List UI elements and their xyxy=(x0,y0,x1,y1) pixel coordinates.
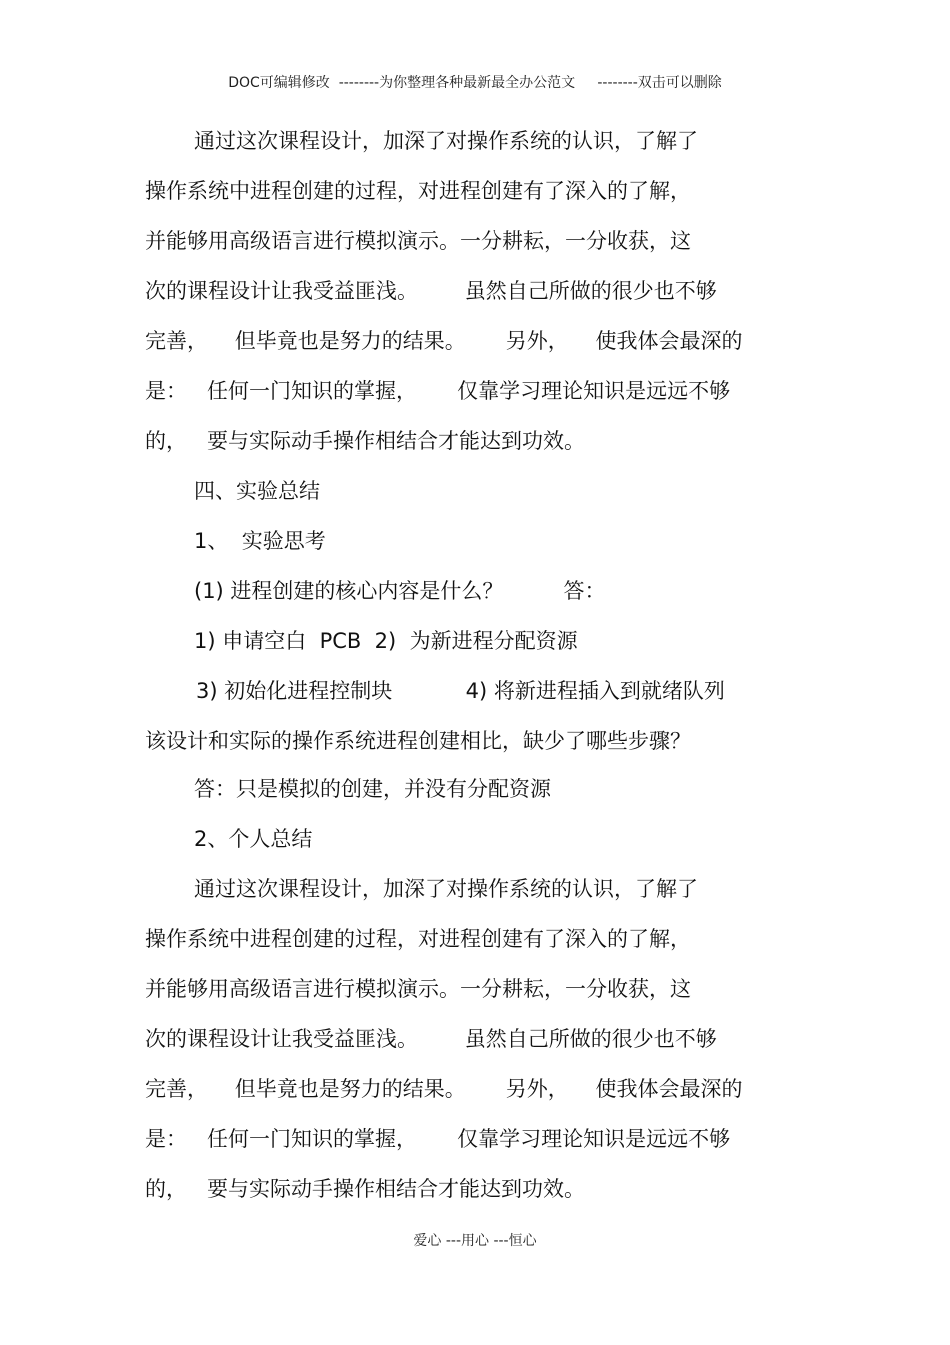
subsection-heading: 1、 实验思考 xyxy=(194,529,326,553)
section-heading: 四、实验总结 xyxy=(194,479,320,503)
paragraph-line: 是： 任何一门知识的掌握， 仅靠学习理论知识是远远不够 xyxy=(145,379,731,403)
paragraph-line: 的， 要与实际动手操作相结合才能达到功效。 xyxy=(145,1177,586,1201)
paragraph-line: 是： 任何一门知识的掌握， 仅靠学习理论知识是远远不够 xyxy=(145,1127,731,1151)
page-footer: 爱心 ---用心 ---恒心 xyxy=(413,1233,537,1249)
paragraph-line: 完善， 但毕竟也是努力的结果。 另外， 使我体会最深的 xyxy=(145,1077,743,1101)
subsection-heading: 2、个人总结 xyxy=(194,827,313,851)
paragraph-line: 操作系统中进程创建的过程，对进程创建有了深入的了解， xyxy=(145,927,691,951)
paragraph-line: 操作系统中进程创建的过程，对进程创建有了深入的了解， xyxy=(145,179,691,203)
paragraph-line: 次的课程设计让我受益匪浅。 虽然自己所做的很少也不够 xyxy=(145,279,717,303)
paragraph-line: 次的课程设计让我受益匪浅。 虽然自己所做的很少也不够 xyxy=(145,1027,717,1051)
paragraph-line: 的， 要与实际动手操作相结合才能达到功效。 xyxy=(145,429,586,453)
paragraph-line: 完善， 但毕竟也是努力的结果。 另外， 使我体会最深的 xyxy=(145,329,743,353)
page-header: DOC可编辑修改 --------为你整理各种最新最全办公范文 --------双击可以删除 xyxy=(228,75,722,91)
paragraph-line: 通过这次课程设计，加深了对操作系统的认识，了解了 xyxy=(194,129,698,153)
paragraph-line: 通过这次课程设计，加深了对操作系统的认识，了解了 xyxy=(194,877,698,901)
paragraph-line: 并能够用高级语言进行模拟演示。一分耕耘，一分收获，这 xyxy=(145,229,691,253)
question-line: 该设计和实际的操作系统进程创建相比，缺少了哪些步骤？ xyxy=(145,729,691,753)
answer-line: 3) 初始化进程控制块 4) 将新进程插入到就绪队列 xyxy=(196,679,725,703)
answer-line: 1) 申请空白 PCB 2) 为新进程分配资源 xyxy=(194,629,578,653)
question-line: (1) 进程创建的核心内容是什么？ 答： xyxy=(194,579,606,603)
paragraph-line: 并能够用高级语言进行模拟演示。一分耕耘，一分收获，这 xyxy=(145,977,691,1001)
answer-line: 答：只是模拟的创建，并没有分配资源 xyxy=(194,777,551,801)
